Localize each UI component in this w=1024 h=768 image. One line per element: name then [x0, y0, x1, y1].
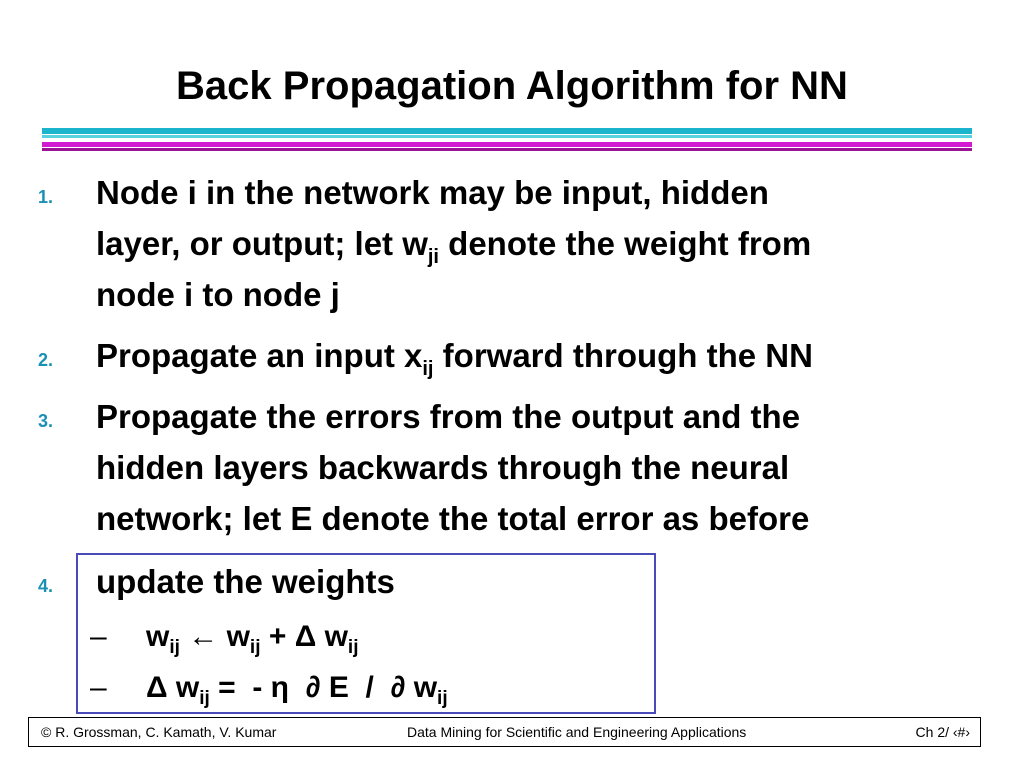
text-fragment: layer, or output; let w — [96, 225, 428, 262]
list-number: 2. — [38, 350, 54, 370]
delta-symbol: Δ — [146, 671, 168, 704]
footer-page-number: Ch 2/ ‹#› — [915, 724, 970, 740]
item-line: hidden layers backwards through the neural — [96, 449, 790, 486]
partial-symbol: ∂ — [390, 671, 414, 704]
text-fragment: forward through the NN — [433, 337, 813, 374]
partial-symbol: ∂ — [288, 671, 329, 704]
list-item-text: update the weights — [96, 563, 395, 600]
title-divider-magenta-dark — [42, 148, 972, 151]
subscript: ij — [437, 688, 448, 709]
item-line: Node i in the network may be input, hidden — [96, 174, 769, 211]
dash-bullet: – — [90, 671, 107, 704]
subscript: ij — [347, 637, 359, 658]
text-fragment: E — [328, 671, 349, 704]
eta-symbol: η — [270, 671, 289, 704]
title-divider-cyan-light — [42, 135, 972, 138]
weight-update-formula — [146, 617, 358, 657]
text-fragment: w — [226, 620, 250, 653]
text-fragment: + — [260, 620, 295, 653]
list-item-text — [96, 330, 976, 381]
dash-bullet: – — [90, 620, 107, 653]
item-line: node i to node j — [96, 276, 340, 313]
subscript: ij — [249, 637, 261, 658]
subscript: ij — [169, 637, 180, 658]
subscript: ij — [422, 358, 434, 380]
list-item-text — [96, 391, 976, 544]
item-line — [96, 218, 976, 269]
text-fragment: denote the weight from — [439, 225, 812, 262]
text-fragment: w — [413, 671, 438, 704]
subscript: ji — [427, 246, 439, 268]
delta-formula — [146, 668, 448, 708]
delta-symbol: Δ — [294, 620, 317, 653]
item-line: network; let E denote the total error as before — [96, 500, 810, 537]
subscript: ij — [199, 688, 210, 709]
text-fragment: w — [316, 620, 348, 653]
text-fragment: / — [348, 671, 391, 704]
text-fragment: Propagate an input x — [96, 337, 423, 374]
footer-authors: © R. Grossman, C. Kamath, V. Kumar — [41, 724, 277, 740]
footer-course-title: Data Mining for Scientific and Engineering Applications — [407, 724, 747, 740]
text-fragment: w — [167, 671, 200, 704]
title-divider-cyan — [42, 128, 972, 134]
left-arrow-symbol: ← — [179, 620, 227, 653]
list-number: 1. — [38, 187, 54, 207]
slide-footer — [28, 717, 981, 747]
list-number: 4. — [38, 576, 54, 596]
item-line: Propagate the errors from the output and the — [96, 398, 801, 435]
list-item-text — [96, 167, 976, 320]
slide-title: Back Propagation Algorithm for NN — [176, 64, 848, 108]
title-divider-magenta — [42, 142, 972, 147]
text-fragment: = - — [209, 671, 271, 704]
list-number: 3. — [38, 411, 54, 431]
text-fragment: w — [146, 620, 170, 653]
